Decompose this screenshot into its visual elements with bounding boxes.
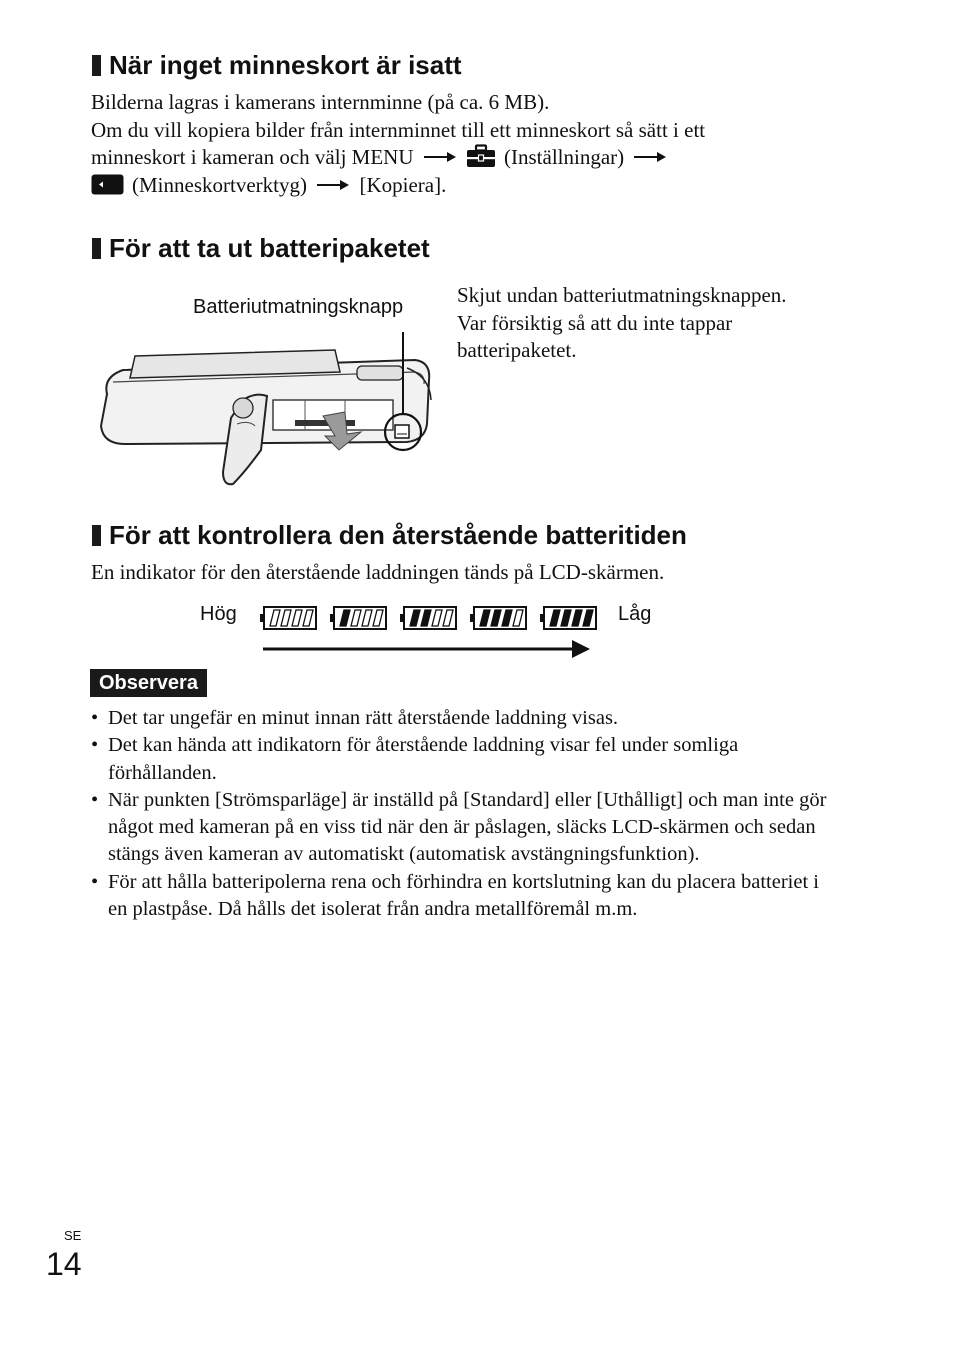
label-low: Låg	[618, 603, 652, 625]
heading-marker	[92, 525, 101, 546]
notes-list	[91, 705, 831, 923]
remove-battery-line1: Skjut undan batteriutmatningsknappen.	[457, 283, 787, 307]
right-arrow-icon	[423, 151, 457, 163]
note-item: • Det tar ungefär en minut innan rätt återstående laddning visas.	[91, 705, 831, 732]
right-arrow-icon	[633, 151, 667, 163]
page-number: 14	[46, 1246, 82, 1282]
note-item: • När punkten [Strömsparläge] är inställd på [Standard] eller [Uthålligt] och man inte gör något med kameran på en viss tid när den är påslagen, släcks LCD-skärmen och sedan stängs även kameran av automatiskt (automatisk avstängningsfunktion).	[91, 787, 831, 869]
heading-marker	[92, 55, 101, 76]
note-item: • Det kan hända att indikatorn för återstående laddning visar fel under somliga förhållanden.	[91, 732, 831, 787]
section1-line4: (Minneskortverktyg) [Kopiera].	[91, 172, 871, 200]
battery-indicator-text: En indikator för den återstående laddningen tänds på LCD-skärmen.	[91, 560, 665, 584]
note-item: • För att hålla batteripolerna rena och förhindra en kortslutning kan du placera batteriet i en plastpåse. Då hålls det isolerat från andra metallföremål m.m.	[91, 869, 831, 924]
battery-level-icon	[540, 607, 596, 629]
section1-line1: Bilderna lagras i kamerans internminne (på ca. 6 MB).	[91, 90, 550, 114]
label-high: Hög	[200, 603, 237, 625]
section-heading-battery-time: För att kontrollera den återstående batteritiden	[92, 520, 687, 550]
battery-level-indicators	[258, 600, 603, 664]
remove-battery-instructions	[457, 282, 857, 365]
section-heading-remove-battery: För att ta ut batteripaketet	[92, 233, 430, 263]
battery-level-icon	[260, 607, 316, 629]
camera-battery-illustration	[95, 322, 445, 490]
note-badge: Observera	[90, 669, 207, 697]
battery-level-icon	[330, 607, 386, 629]
right-arrow-icon	[316, 179, 350, 191]
decreasing-charge-arrowhead	[572, 640, 590, 658]
remove-battery-line3: batteripaketet.	[457, 338, 577, 362]
section1-line2: Om du vill kopiera bilder från internminnet till ett minneskort så sätt i ett	[91, 117, 706, 142]
section-heading-no-memory-card: När inget minneskort är isatt	[92, 50, 462, 80]
section1-body	[91, 89, 871, 199]
battery-level-icon	[400, 607, 456, 629]
toolbox-settings-icon	[466, 144, 496, 168]
section1-line3: minneskort i kameran och välj MENU (Inställningar)	[91, 144, 871, 172]
battery-level-icon	[470, 607, 526, 629]
language-code: SE	[64, 1228, 82, 1243]
memory-card-tool-icon	[91, 174, 124, 195]
heading-marker	[92, 238, 101, 259]
battery-eject-button-label: Batteriutmatningsknapp	[193, 296, 404, 318]
remove-battery-line2: Var försiktig så att du inte tappar	[457, 310, 733, 335]
